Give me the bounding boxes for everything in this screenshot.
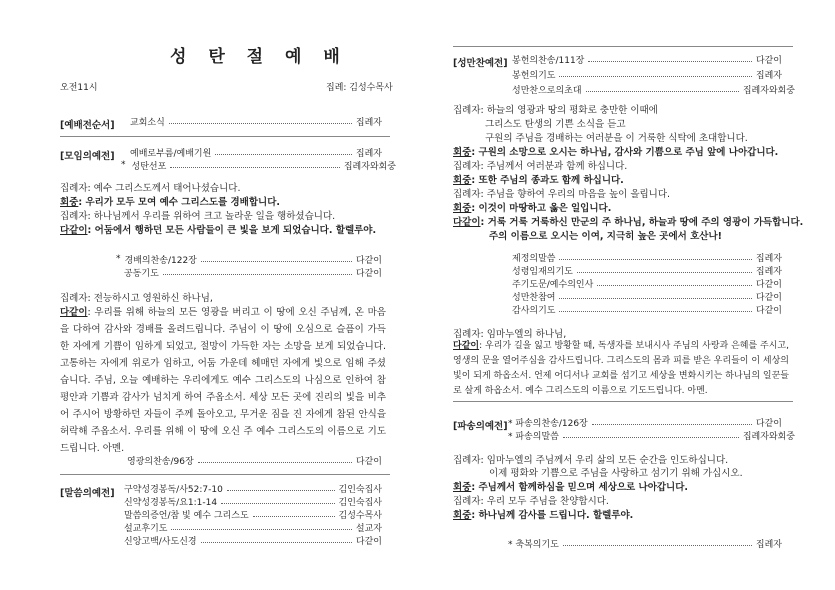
order-row: 감사의기도 다같이: [512, 305, 782, 316]
order-row: * 파송의찬송/126장 다같이: [508, 418, 782, 429]
response-line: 집례자: 주님을 향하여 우리의 마음을 높이 올립니다.: [453, 189, 671, 200]
response-line: 집례자: 예수 그리스도께서 태어나셨습니다.: [60, 183, 241, 194]
order-row: 영광의찬송/96장 다같이: [127, 456, 382, 467]
response-line: 다같이: 어둠에서 행하던 모든 사람들이 큰 빛을 보게 되었습니다. 할렐루야.: [60, 225, 377, 236]
order-row: 봉헌의기도 집례자: [512, 70, 782, 81]
order-row: 주기도문/예수의인사 다같이: [512, 279, 782, 290]
order-row: 예배로부름/예배기원 집례자: [130, 148, 382, 159]
response-line: 다같이: 거룩 거룩 거룩하신 만군의 주 하나님, 하늘과 땅에 주의 영광이 가득합니다.: [453, 217, 804, 228]
response-line: 이제 평화와 기쁨으로 주님을 사랑하고 섬기기 위해 가십시오.: [489, 468, 743, 479]
divider: [60, 474, 390, 475]
order-row: 구약성경봉독/사52:7-10 김인숙집사: [124, 484, 382, 495]
response-line: 회중: 하나님께 감사를 드립니다. 할렐루야.: [453, 510, 634, 521]
response-line: 집례자: 하나님께서 우리를 위하여 크고 놀라운 일을 행하셨습니다.: [60, 211, 336, 222]
prayer-leader: 집례자: 전능하시고 영원하신 하나님,: [60, 293, 213, 304]
response-line: 집례자: 하늘의 영광과 땅의 평화로 충만한 이때에: [453, 105, 658, 116]
prayer-text: 다같이: 우리를 위해 하늘의 모든 영광을 버리고 이 땅에 오신 주님께, 온 마음을 다하여 감사와 경배를 올려드립니다. 주님이 이 땅에 오심으로 슬픔이 가득한 자에게 기쁨이 임하게 되었고, 절망이 가득한 자는 소망을 보게 되었습니다. 고통하는 자에게 위로가 임하고, 어둠 가운데 헤매던 자에게 빛으로 임해 주셨습니다. 주님, 오늘 예배하는 우리에게도 예수 그리스도의 나심으로 인하여 참 평안과 기쁨과 감사가 넘치게 하여 주옵소서. 세상 모든 곳에 진리의 빛을 비추어 주시어 방황하던 자들이 주께 돌아오고, 무거운 짐을 진 자에게 참된 안식을 허락해 주옵소서. 우리를 위해 이 땅에 오신 주 예수 그리스도의 이름으로 기도드립니다. 아멘.: [60, 307, 386, 454]
section-label-sending: [파송의예전]: [453, 421, 508, 432]
service-time: 오전11시: [60, 83, 98, 93]
order-row: 교회소식 집례자: [130, 117, 382, 128]
section-label-word: [말씀의예전]: [60, 488, 115, 499]
response-line: 구원의 주님을 경배하는 여러분을 이 거룩한 식탁에 초대합니다.: [485, 133, 748, 144]
response-line: 회중: 주님께서 함께하심을 믿으며 세상으로 나아갑니다.: [453, 482, 689, 493]
order-row: 말씀의증언/참 빛 예수 그리스도 김성수목사: [124, 510, 382, 521]
order-row: * 파송의말씀 집례자와회중: [508, 431, 795, 442]
section-label-preservice: [예배전순서]: [60, 120, 115, 131]
order-row: * 성탄선포 집례자와회중: [121, 160, 396, 172]
divider: [453, 401, 793, 402]
page-title: 성 탄 절 예 배: [170, 47, 348, 67]
presider: 집례: 김성수목사: [326, 83, 393, 93]
response-line: 그리스도 탄생의 기쁜 소식을 듣고: [485, 119, 626, 130]
divider: [453, 46, 793, 47]
order-row: 제정의말씀 집례자: [512, 253, 782, 264]
after-prayer-leader: 집례자: 임마누엘의 하나님,: [453, 329, 567, 340]
response-line: 집례자: 주님께서 여러분과 함께 하십니다.: [453, 161, 628, 172]
order-row: 봉헌의찬송/111장 다같이: [512, 55, 782, 66]
divider: [60, 136, 390, 137]
response-line: 회중: 또한 주님의 종과도 함께 하십니다.: [453, 175, 624, 186]
order-row: 신약성경봉독/요1:1-14 김인숙집사: [124, 497, 382, 508]
order-row: 성령임재의기도 집례자: [512, 266, 782, 277]
order-row: 성만찬으로의초대 집례자와회중: [512, 85, 795, 96]
response-line: 집례자: 임마누엘의 주님께서 우리 삶의 모든 순간을 인도하십니다.: [453, 455, 729, 466]
section-label-gathering: [모임의예전]: [60, 151, 115, 162]
response-line: 회중: 우리가 모두 모여 예수 그리스도를 경배합니다.: [60, 197, 280, 208]
response-line: 회중: 구원의 소망으로 오시는 하나님, 감사와 기쁨으로 주님 앞에 나아갑니다.: [453, 147, 779, 158]
order-row: * 축복의기도 집례자: [508, 539, 782, 550]
order-row: 공동기도 다같이: [124, 268, 382, 279]
section-label-communion: [성만찬예전]: [453, 58, 508, 69]
order-row: * 경배의찬송/122장 다같이: [116, 254, 382, 266]
response-line: 집례자: 우리 모두 주님을 찬양합시다.: [453, 496, 609, 507]
order-row: 설교후기도 설교자: [124, 523, 382, 534]
after-prayer-text: 다같이: 우리가 길을 잃고 방황할 때, 독생자를 보내시사 주님의 사랑과 은혜를 주시고, 영생의 문을 열어주심을 감사드립니다. 그리스도의 몸과 피를 받은 우리들이 이 세상의 빛이 되게 하옵소서. 언제 어디서나 교회를 섬기고 세상을 변화시키는 하나님의 일꾼들로 살게 하옵소서. 예수 그리스도의 이름으로 기도드립니다. 아멘.: [453, 341, 789, 396]
response-line: 주의 이름으로 오시는 이여, 지극히 높은 곳에서 호산나!: [489, 231, 722, 242]
order-row: 성만찬참여 다같이: [512, 292, 782, 303]
response-line: 회중: 이것이 마땅하고 옳은 일입니다.: [453, 203, 612, 214]
order-row: 신앙고백/사도신경 다같이: [124, 536, 382, 547]
